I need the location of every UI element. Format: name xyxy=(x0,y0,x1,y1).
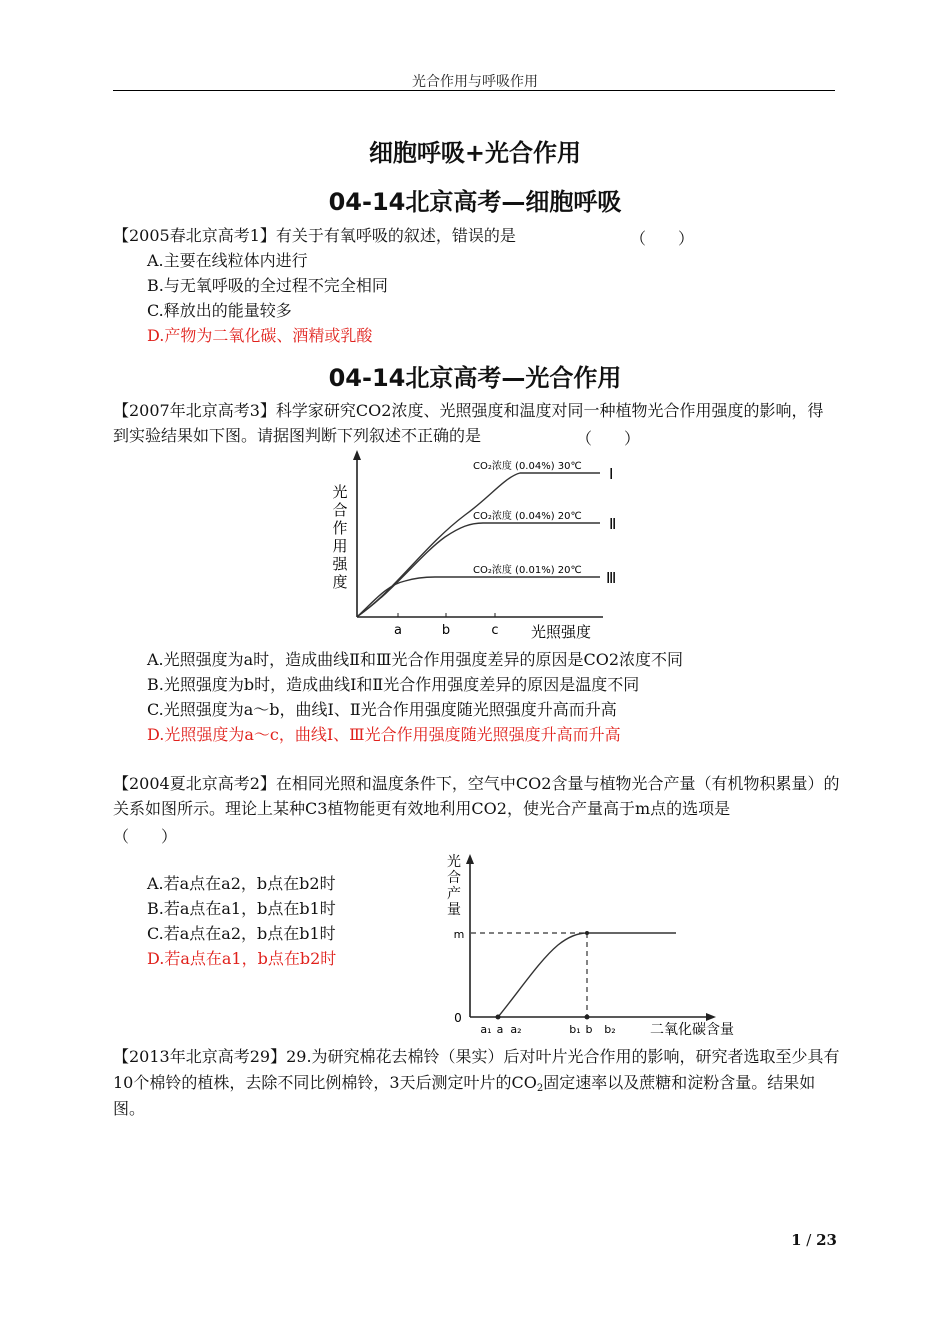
page-separator: / xyxy=(801,1231,817,1249)
answer-blank: （ ） xyxy=(576,429,641,448)
x-tick-label: a xyxy=(394,623,402,638)
x-tick-a2: a₂ xyxy=(510,1023,522,1036)
curve-iii xyxy=(358,577,600,616)
x-tick-a: a xyxy=(496,1023,504,1036)
photosynthesis-light-chart xyxy=(325,445,625,645)
curve-iii-label: CO₂浓度 (0.01%) 20℃ xyxy=(473,565,582,576)
answer-blank: （ ） xyxy=(630,229,695,248)
option-c: C.释放出的能量较多 xyxy=(147,301,292,320)
option-d-answer: D.产物为二氧化碳、酒精或乳酸 xyxy=(147,326,373,345)
option-b: B.若a点在a1，b点在b1时 xyxy=(147,899,336,918)
option-c: C.若a点在a2，b点在b1时 xyxy=(147,924,336,943)
x-tick-a1: a₁ xyxy=(480,1023,492,1036)
x-axis-arrow xyxy=(706,1013,716,1021)
question-stem-cont: 到实验结果如下图。请据图判断下列叙述不正确的是 xyxy=(113,426,482,445)
section-heading-photosynthesis: 04-14北京高考—光合作用 xyxy=(328,364,622,392)
ylabel-char: 产 xyxy=(447,886,461,902)
curve-i-label: CO₂浓度 (0.04%) 30℃ xyxy=(473,461,582,472)
ylabel-char: 量 xyxy=(447,902,461,918)
ylabel-char: 用 xyxy=(332,537,348,555)
option-a: A.若a点在a2，b点在b2时 xyxy=(147,874,336,893)
x-tick-b: b xyxy=(585,1023,593,1036)
question-stem: 【2005春北京高考1】有关于有氧呼吸的叙述，错误的是 xyxy=(113,226,516,245)
page-number xyxy=(791,1231,837,1249)
stem-text: 固定速率以及蔗糖和淀粉含量。结果如 xyxy=(543,1073,816,1092)
section-heading-respiration: 04-14北京高考—细胞呼吸 xyxy=(328,188,622,216)
x-tick-b2: b₂ xyxy=(604,1023,616,1036)
option-b: B.与无氧呼吸的全过程不完全相同 xyxy=(147,276,388,295)
question-stem: 【2013年北京高考29】29.为研究棉花去棉铃（果实）后对叶片光合作用的影响，研究者选取至少具有 xyxy=(113,1047,840,1066)
ylabel-char: 合 xyxy=(332,501,348,519)
point-saturation xyxy=(585,931,589,935)
point-a xyxy=(496,1015,501,1020)
running-header: 光合作用与呼吸作用 xyxy=(412,74,538,90)
point-b xyxy=(585,1015,590,1020)
answer-blank: （ ） xyxy=(113,827,178,846)
ylabel-char: 度 xyxy=(332,573,348,591)
header-rule xyxy=(113,90,835,91)
origin-label: 0 xyxy=(454,1011,462,1025)
ylabel-char: 合 xyxy=(447,870,461,886)
x-axis-label: 光照强度 xyxy=(530,623,592,641)
ylabel-char: 光 xyxy=(332,483,348,501)
x-axis-label: 二氧化碳含量 xyxy=(650,1022,734,1038)
curve-ii-roman: Ⅱ xyxy=(609,515,617,533)
question-stem: 【2007年北京高考3】科学家研究CO2浓度、光照强度和温度对同一种植物光合作用强度的影响，得 xyxy=(113,401,824,420)
question-stem-end: 图。 xyxy=(113,1099,146,1118)
curve-iii-roman: Ⅲ xyxy=(606,569,617,587)
current-page: 1 xyxy=(791,1231,802,1249)
option-d-answer: D.光照强度为a～c，曲线Ⅰ、Ⅲ光合作用强度随光照强度升高而升高 xyxy=(147,725,621,744)
stem-text: 10个棉铃的植株，去除不同比例棉铃，3天后测定叶片的CO xyxy=(113,1073,537,1092)
option-b: B.光照强度为b时，造成曲线Ⅰ和Ⅱ光合作用强度差异的原因是温度不同 xyxy=(147,675,640,694)
document-title: 细胞呼吸+光合作用 xyxy=(368,139,582,167)
option-c: C.光照强度为a～b，曲线Ⅰ、Ⅱ光合作用强度随光照强度升高而升高 xyxy=(147,700,617,719)
y-tick-m: m xyxy=(453,928,465,941)
option-a: A.主要在线粒体内进行 xyxy=(147,251,308,270)
question-stem-cont xyxy=(113,1073,815,1099)
y-axis-arrow xyxy=(353,450,361,460)
y-axis-arrow xyxy=(466,854,474,864)
ylabel-char: 强 xyxy=(332,555,348,573)
question-stem: 【2004夏北京高考2】在相同光照和温度条件下，空气中CO2含量与植物光合产量（有机物积累量）的 xyxy=(113,774,840,793)
curve-i xyxy=(358,473,600,616)
option-d-answer: D.若a点在a1，b点在b2时 xyxy=(147,949,337,968)
ylabel-char: 光 xyxy=(447,854,461,870)
x-tick-b1: b₁ xyxy=(569,1023,581,1036)
subscript-2: 2 xyxy=(536,1083,544,1094)
x-tick-label: c xyxy=(491,623,499,638)
co2-yield-chart xyxy=(440,850,750,1040)
curve-ii-label: CO₂浓度 (0.04%) 20℃ xyxy=(473,511,582,522)
curve-i-roman: Ⅰ xyxy=(609,465,614,483)
option-a: A.光照强度为a时，造成曲线Ⅱ和Ⅲ光合作用强度差异的原因是CO2浓度不同 xyxy=(147,650,684,669)
ylabel-char: 作 xyxy=(332,519,348,537)
question-stem-cont: 关系如图所示。理论上某种C3植物能更有效地利用CO2，使光合产量高于m点的选项是 xyxy=(113,799,731,818)
total-pages: 23 xyxy=(816,1231,837,1249)
x-tick-label: b xyxy=(441,623,451,638)
